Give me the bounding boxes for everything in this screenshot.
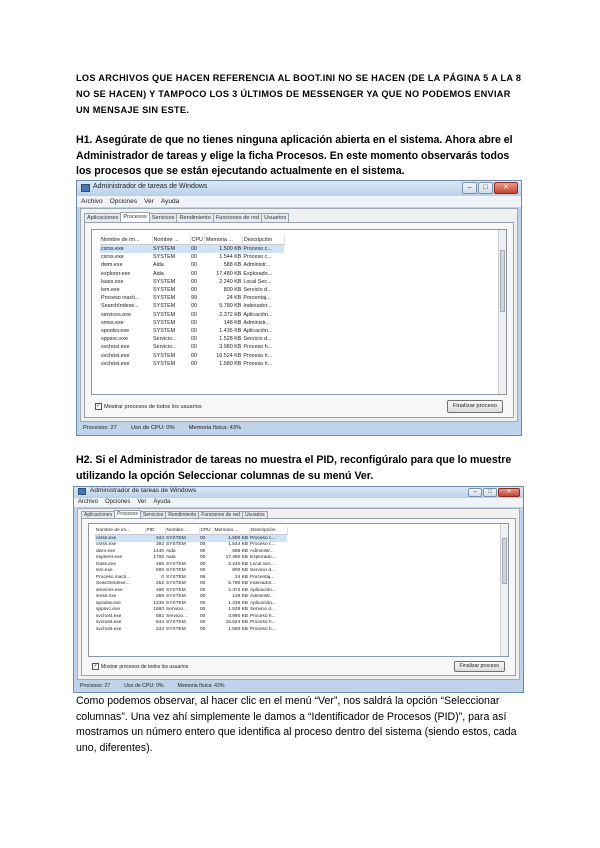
table-row[interactable] (100, 286, 284, 294)
table-cell: 1.528 KB (228, 607, 248, 613)
table-cell: explorer.exe (96, 555, 123, 561)
table-cell: 99 (191, 295, 197, 302)
table-cell: smss.exe (96, 594, 117, 600)
table-cell: 3.980 KB (219, 344, 242, 351)
table-cell: SYSTEM (153, 311, 176, 318)
explanation-paragraph: Como podemos observar, al hacer clic en el menú “Ver”, nos saldrá la opción “Seleccionar columnas”. Una vez ahí simplemente le damos a “Identificador de Procesos (PID)”, para así mostramos un número entero que identifica al proceso dentro del sistema (siendo estos, cada uno, diferentes). (76, 695, 517, 754)
table-cell: 24 KB (234, 574, 248, 580)
table-cell: 844 (155, 620, 164, 626)
table-row[interactable] (100, 343, 284, 351)
table-cell: 1.544 KB (228, 542, 248, 548)
table-cell: sppsvc.exe (96, 607, 120, 613)
table-cell: Servicio... (153, 336, 177, 343)
table-cell: 00 (200, 548, 206, 554)
table-cell: 00 (191, 254, 197, 261)
table-cell: 00 (200, 581, 206, 587)
table-cell: 00 (191, 303, 197, 310)
table-cell: SYSTEM (166, 574, 186, 580)
table-row[interactable] (100, 327, 284, 335)
table-cell: 148 KB (232, 594, 248, 600)
status-memory: Memoria física: 43% (177, 683, 225, 689)
table-cell: Indexador... (243, 303, 272, 310)
table-cell: 17.480 KB (216, 270, 242, 277)
table-cell: 500 (155, 568, 164, 574)
table-cell: Proceso c... (249, 535, 287, 542)
table-cell: 16.524 KB (225, 620, 248, 626)
tab-aplicaciones[interactable]: Aplicaciones (81, 511, 115, 519)
menu-bar (77, 196, 521, 207)
column-header[interactable]: Nombre de im... (100, 235, 152, 245)
menu-archivo[interactable]: Archivo (81, 198, 103, 205)
table-cell: 00 (200, 626, 206, 632)
window-titlebar[interactable] (77, 181, 521, 196)
table-cell: Servicio d... (250, 607, 276, 613)
table-cell: Proceso h... (243, 344, 273, 351)
table-cell: Proceso inacti... (96, 574, 131, 580)
column-header[interactable]: PID (145, 527, 165, 535)
end-process-button[interactable]: Finalizar proceso (454, 661, 506, 672)
status-bar (77, 681, 520, 691)
table-cell: SYSTEM (153, 360, 176, 367)
table-cell: lsass.exe (96, 561, 116, 567)
table-cell: Proceso h... (250, 626, 276, 632)
table-cell: Explorado... (250, 555, 276, 561)
table-cell: 252 (155, 581, 164, 587)
tab-procesos[interactable]: Procesos (120, 212, 149, 222)
table-cell: 00 (200, 561, 206, 567)
tab-rendimiento[interactable]: Rendimiento (165, 511, 199, 519)
process-table (100, 235, 285, 368)
status-processes: Procesos: 27 (83, 425, 117, 431)
table-row[interactable] (100, 335, 284, 343)
table-cell: Aida (166, 555, 176, 561)
close-icon[interactable]: ✕ (498, 488, 520, 497)
menu-archivo[interactable]: Archivo (78, 499, 99, 505)
column-header[interactable]: Memoria ... (204, 235, 242, 245)
table-row[interactable] (100, 319, 284, 327)
table-cell: 5.780 KB (219, 303, 242, 310)
table-cell: 00 (200, 620, 206, 626)
process-table (95, 527, 288, 633)
tab-procesos[interactable]: Procesos (114, 510, 141, 518)
table-cell: Proceso c... (243, 254, 272, 261)
table-cell: 5.780 KB (228, 581, 248, 587)
table-cell: SYSTEM (152, 245, 190, 254)
table-row[interactable] (100, 351, 284, 359)
table-cell: 2.372 KB (228, 587, 248, 593)
table-cell: 2.372 KB (219, 311, 242, 318)
table-cell: Aida (153, 270, 164, 277)
table-cell: Local Sec... (250, 561, 276, 567)
column-header[interactable]: Memoria ... (213, 527, 249, 535)
table-header-row (100, 235, 284, 245)
table-cell: 00 (191, 311, 197, 318)
table-row[interactable] (100, 360, 284, 368)
scrollbar-thumb[interactable] (502, 538, 507, 584)
table-cell: SearchIndexe... (101, 303, 139, 310)
table-cell: 00 (200, 555, 206, 561)
table-cell: SYSTEM (166, 620, 186, 626)
menu-ayuda[interactable]: Ayuda (160, 198, 180, 205)
table-cell: 00 (191, 336, 197, 343)
tab-aplicaciones[interactable]: Aplicaciones (84, 213, 121, 223)
table-cell: 00 (191, 278, 197, 285)
maximize-icon[interactable]: □ (483, 488, 497, 497)
table-cell: 00 (191, 344, 197, 351)
table-cell: Servicio... (153, 344, 177, 351)
table-cell: 1236 (153, 600, 164, 606)
table-cell: 99 (200, 574, 206, 580)
table-cell: 00 (200, 607, 206, 613)
table-cell: 00 (191, 360, 197, 367)
checkbox-icon[interactable]: ✓ (96, 403, 101, 409)
table-cell: svchost.exe (101, 344, 130, 351)
task-manager-icon (81, 184, 90, 192)
table-cell: 1700 (153, 555, 164, 561)
table-cell: Administr... (243, 319, 271, 326)
table-row[interactable] (100, 245, 284, 254)
table-cell: Proceso c... (242, 245, 284, 254)
table-cell: 244 (155, 626, 164, 632)
table-cell: 00 (200, 568, 206, 574)
status-processes: Procesos: 27 (80, 683, 111, 689)
column-header[interactable]: Nombre de im... (95, 527, 145, 535)
table-cell: Aida (153, 262, 164, 269)
table-cell: Servicio... (166, 613, 188, 619)
menu-opciones[interactable]: Opciones (105, 499, 131, 505)
table-cell: Aplicación... (243, 327, 273, 334)
table-cell: 2.240 KB (219, 278, 242, 285)
menu-ver[interactable]: Ver (137, 499, 147, 505)
table-cell: 00 (190, 245, 204, 254)
table-cell: svchost.exe (96, 626, 122, 632)
status-cpu: Uso de CPU: 0% (124, 683, 164, 689)
window-content (80, 208, 518, 422)
processes-panel (81, 518, 516, 676)
table-cell: 1.500 KB (213, 535, 249, 542)
table-cell: Local Sec... (243, 278, 272, 285)
table-cell: 1.436 KB (228, 600, 248, 606)
checkbox-label: Mostrar procesos de todos los usuarios (104, 403, 202, 410)
menu-ayuda[interactable]: Ayuda (153, 499, 171, 505)
table-cell: Proceso h... (243, 352, 273, 359)
table-cell: Indexador... (250, 581, 276, 587)
table-cell: 592 (155, 613, 164, 619)
table-cell: sppsvc.exe (101, 336, 128, 343)
checkbox-label: Mostrar procesos de todos los usuarios (101, 663, 189, 670)
table-cell: SYSTEM (166, 542, 186, 548)
tab-usuarios[interactable]: Usuarios (242, 511, 268, 519)
table-body (100, 245, 284, 368)
task-manager-icon (78, 488, 86, 495)
task-manager-window (76, 180, 522, 436)
table-cell: lsass.exe (101, 278, 124, 285)
table-cell: Servicio d... (243, 336, 272, 343)
tab-servicios[interactable]: Servicios (149, 213, 178, 223)
table-cell: 00 (191, 327, 197, 334)
table-cell: explorer.exe (101, 270, 131, 277)
table-cell: svchost.exe (96, 613, 122, 619)
table-cell: 17.480 KB (225, 555, 248, 561)
table-cell: 588 KB (223, 262, 242, 269)
show-all-users-option[interactable] (92, 663, 188, 670)
h2-paragraph: H2. Si el Administrador de tareas no muestra el PID, reconfigúralo para que lo muestre utilizando la opción Seleccionar columnas de su menú Ver. (76, 454, 512, 482)
window-titlebar[interactable] (74, 487, 523, 498)
table-cell: 1.580 KB (219, 360, 242, 367)
table-cell: Servicio... (166, 607, 188, 613)
table-cell: Porcentaj... (250, 574, 275, 580)
column-header[interactable]: Descripción (242, 235, 284, 245)
table-cell: 3.980 KB (228, 613, 248, 619)
table-cell: SYSTEM (166, 581, 186, 587)
column-header[interactable]: Nombre ... (165, 527, 199, 535)
table-cell: 00 (199, 535, 213, 542)
status-memory: Memoria física: 43% (188, 425, 242, 431)
table-cell: 24 KB (226, 295, 242, 302)
table-cell: SYSTEM (153, 287, 176, 294)
table-cell: Explorado... (243, 270, 273, 277)
table-cell: 1660 (153, 607, 164, 613)
table-row[interactable] (100, 261, 284, 269)
table-row[interactable] (100, 270, 284, 278)
table-cell: SYSTEM (153, 352, 176, 359)
table-cell: 148 KB (223, 319, 242, 326)
vertical-scrollbar[interactable] (500, 524, 508, 656)
tab-usuarios[interactable]: Usuarios (261, 213, 289, 223)
table-cell: svchost.exe (101, 360, 130, 367)
table-cell: SYSTEM (166, 594, 186, 600)
window-controls (462, 182, 518, 194)
table-cell: Aplicación... (243, 311, 273, 318)
table-cell: dwm.exe (96, 548, 116, 554)
table-cell: SYSTEM (153, 278, 176, 285)
table-cell: 00 (191, 352, 197, 359)
checkbox-icon[interactable]: ✓ (93, 663, 98, 669)
table-cell: Proceso h... (243, 360, 273, 367)
table-cell: Proceso c... (250, 542, 276, 548)
table-cell: Porcentaj... (243, 295, 271, 302)
table-cell: dwm.exe (101, 262, 123, 269)
h1-paragraph: H1. Asegúrate de que no tienes ninguna aplicación abierta en el sistema. Ahora abre el Administrador de tareas y elige la ficha Procesos. En este momento observarás todos los procesos que se están ejecutando actualmente en el sistema. (76, 134, 513, 177)
table-cell: SYSTEM (166, 626, 186, 632)
table-cell: 800 KB (232, 568, 248, 574)
window-title: Administrador de tareas de Windows (90, 487, 197, 494)
table-cell: lsm.exe (96, 568, 113, 574)
table-cell: 1.500 KB (204, 245, 242, 254)
menu-ver[interactable]: Ver (144, 198, 154, 205)
maximize-icon[interactable]: □ (478, 182, 493, 194)
table-cell: SYSTEM (153, 327, 176, 334)
table-cell: Servicio d... (250, 568, 276, 574)
table-cell: Proceso inacti... (101, 295, 140, 302)
table-row[interactable] (100, 253, 284, 261)
column-header[interactable]: Descripción (249, 527, 287, 535)
table-cell: 00 (200, 594, 206, 600)
end-process-button[interactable]: Finalizar proceso (447, 400, 503, 413)
table-cell: SYSTEM (153, 295, 176, 302)
task-manager-window-pid (73, 486, 524, 693)
table-cell: 588 KB (232, 548, 248, 554)
table-cell: spoolsv.exe (96, 600, 121, 606)
table-cell: 1.528 KB (219, 336, 242, 343)
table-cell: SYSTEM (166, 568, 186, 574)
table-cell: 1.436 KB (219, 327, 242, 334)
intro-paragraph: LOS ARCHIVOS QUE HACEN REFERENCIA AL BOOT.INI NO SE HACEN (DE LA PÁGINA 5 A LA 8 NO SE HACEN) Y TAMPOCO LOS 3 ÚLTIMOS DE MESSENGER YA QUE NO PODEMOS ENVIAR UN MENSAJE SIN ESTE. (76, 73, 522, 115)
table-header-row (95, 527, 287, 535)
table-cell: 2.240 KB (228, 561, 248, 567)
table-cell: spoolsv.exe (101, 327, 130, 334)
table-cell: 00 (191, 270, 197, 277)
table-cell: SYSTEM (166, 587, 186, 593)
window-controls (468, 488, 520, 497)
table-row[interactable] (95, 626, 287, 633)
table-cell: Aida (166, 548, 176, 554)
table-cell: 344 (145, 535, 165, 542)
table-cell: 0 (161, 574, 164, 580)
table-cell: Aplicación... (250, 600, 276, 606)
table-cell: 00 (200, 542, 206, 548)
table-row[interactable] (100, 294, 284, 302)
window-title: Administrador de tareas de Windows (93, 183, 208, 190)
table-row[interactable] (100, 278, 284, 286)
process-list (88, 523, 509, 657)
table-cell: SYSTEM (153, 303, 176, 310)
table-cell: 00 (191, 319, 197, 326)
status-cpu: Uso de CPU: 0% (130, 425, 175, 431)
table-body (95, 535, 287, 633)
table-cell: csrss.exe (95, 535, 145, 542)
column-header[interactable]: CPU (199, 527, 213, 535)
table-row[interactable] (100, 311, 284, 319)
table-cell: Administr... (250, 594, 274, 600)
table-cell: SYSTEM (166, 561, 186, 567)
menu-bar (74, 498, 523, 507)
scrollbar-thumb[interactable] (500, 250, 505, 312)
table-cell: SYSTEM (166, 600, 186, 606)
tab-rendimiento[interactable]: Rendimiento (176, 213, 213, 223)
table-cell: SearchIndexe... (96, 581, 130, 587)
table-cell: 800 KB (223, 287, 242, 294)
column-header[interactable]: Nombre ... (152, 235, 190, 245)
show-all-users-option[interactable] (95, 403, 202, 410)
table-cell: 268 (155, 594, 164, 600)
tab-funciones-de-red[interactable]: Funciones de red (213, 213, 262, 223)
table-cell: svchost.exe (101, 352, 130, 359)
table-row[interactable] (100, 302, 284, 310)
table-cell: 00 (200, 600, 206, 606)
table-cell: smss.exe (101, 319, 124, 326)
table-cell: SYSTEM (153, 254, 176, 261)
process-list (91, 229, 507, 395)
minimize-icon[interactable]: – (468, 488, 482, 497)
table-cell: Administr... (243, 262, 271, 269)
table-cell: svchost.exe (96, 620, 122, 626)
table-cell: csrss.exe (96, 542, 117, 548)
menu-opciones[interactable]: Opciones (109, 198, 138, 205)
table-cell: 1440 (153, 548, 164, 554)
table-cell: Proceso h... (250, 620, 276, 626)
tab-servicios[interactable]: Servicios (140, 511, 166, 519)
table-cell: services.exe (96, 587, 123, 593)
table-cell: 16.524 KB (216, 352, 242, 359)
column-header[interactable]: CPU (191, 236, 203, 243)
table-cell: Aplicación... (250, 587, 276, 593)
minimize-icon[interactable]: – (462, 182, 477, 194)
status-bar (80, 423, 518, 434)
table-cell: services.exe (101, 311, 131, 318)
table-cell: csrss.exe (100, 245, 152, 254)
table-cell: csrss.exe (101, 254, 124, 261)
table-cell: 1.544 KB (219, 254, 242, 261)
table-cell: 1.580 KB (228, 626, 248, 632)
table-cell: Servicio d... (243, 287, 272, 294)
table-cell: 00 (191, 262, 197, 269)
window-content (77, 508, 520, 680)
table-cell: 392 (155, 542, 164, 548)
table-cell: 00 (191, 287, 197, 294)
processes-panel (84, 222, 514, 418)
table-cell: 00 (200, 613, 206, 619)
vertical-scrollbar[interactable] (498, 230, 506, 394)
table-row[interactable] (95, 535, 287, 542)
table-cell: lsm.exe (101, 287, 120, 294)
table-cell: Proceso h... (250, 613, 276, 619)
table-cell: Administr... (250, 548, 274, 554)
table-cell: SYSTEM (153, 319, 176, 326)
tab-funciones-de-red[interactable]: Funciones de red (198, 511, 243, 519)
table-cell: 495 (155, 561, 164, 567)
table-cell: 480 (155, 587, 164, 593)
table-cell: SYSTEM (165, 535, 199, 542)
close-icon[interactable]: ✕ (494, 182, 518, 194)
table-cell: 00 (200, 587, 206, 593)
